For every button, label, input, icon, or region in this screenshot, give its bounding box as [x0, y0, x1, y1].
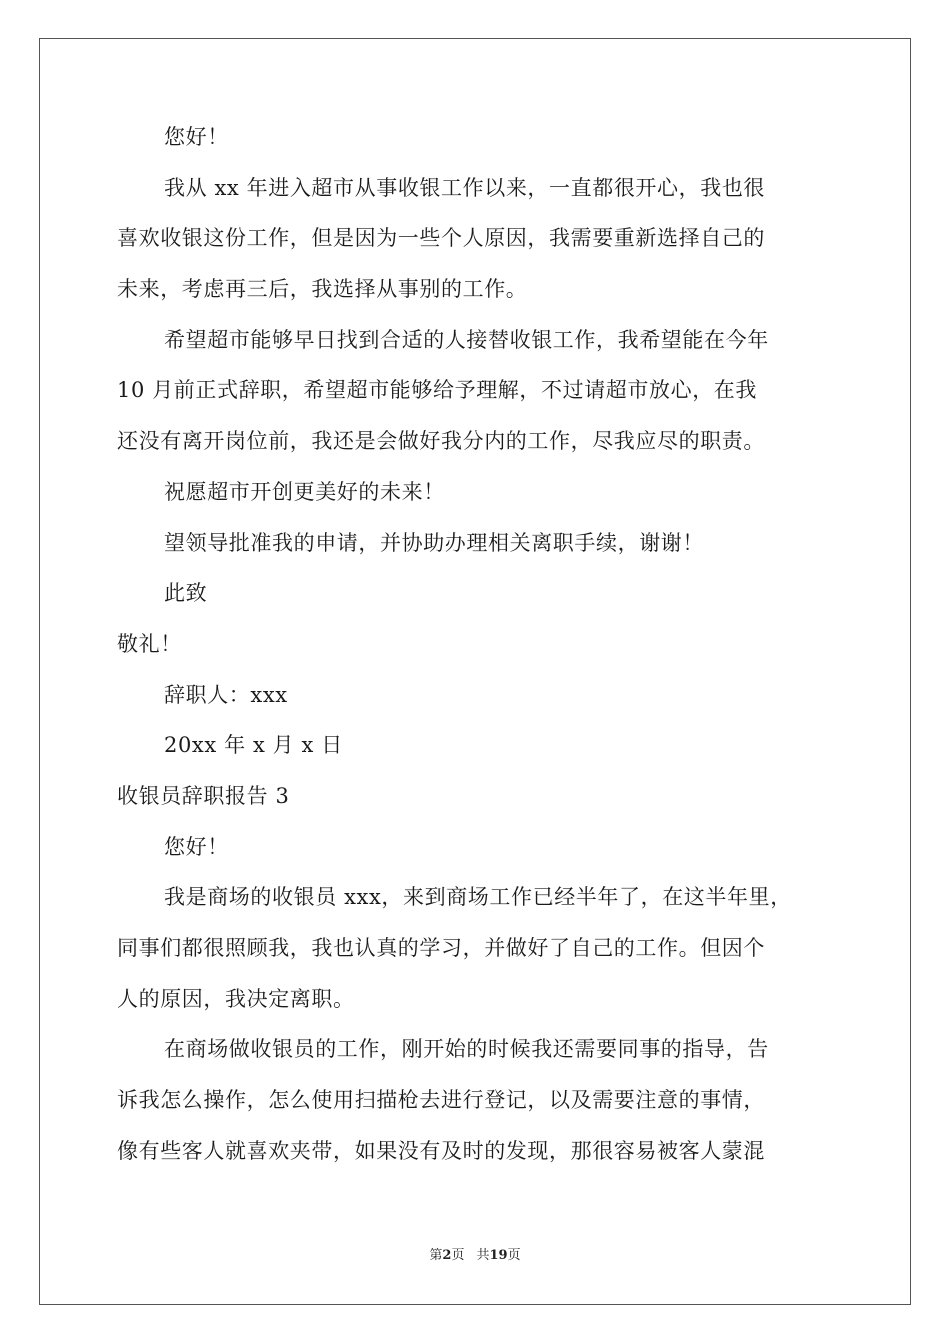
closing-respect: 敬礼！	[117, 631, 182, 656]
page-prefix: 第	[429, 1248, 443, 1263]
paragraph-line: 我从 xx 年进入超市从事收银工作以来，一直都很开心，我也很	[164, 175, 766, 200]
paragraph-line: 未来，考虑再三后，我选择从事别的工作。	[117, 277, 528, 302]
paragraph-line: 喜欢收银这份工作，但是因为一些个人原因，我需要重新选择自己的	[117, 226, 765, 251]
signature-name: 辞职人：xxx	[164, 682, 288, 707]
section-title: 收银员辞职报告 3	[117, 783, 290, 808]
paragraph-line: 像有些客人就喜欢夹带，如果没有及时的发现，那很容易被客人蒙混	[117, 1138, 765, 1163]
page-current: 2	[442, 1248, 452, 1263]
signature-date: 20xx 年 x 月 x 日	[164, 733, 343, 758]
paragraph-line: 祝愿超市开创更美好的未来！	[164, 479, 445, 504]
paragraph-line: 诉我怎么操作，怎么使用扫描枪去进行登记，以及需要注意的事情，	[117, 1088, 765, 1113]
page-footer	[0, 1247, 950, 1265]
paragraph-line: 我是商场的收银员 xxx，来到商场工作已经半年了，在这半年里，	[164, 885, 792, 910]
greeting: 您好！	[164, 125, 229, 149]
paragraph-line: 在商场做收银员的工作，刚开始的时候我还需要同事的指导，告	[164, 1037, 769, 1062]
paragraph-line: 同事们都很照顾我，我也认真的学习，并做好了自己的工作。但因个	[117, 936, 765, 960]
paragraph-line: 人的原因，我决定离职。	[117, 986, 355, 1011]
greeting: 您好！	[164, 834, 229, 859]
paragraph-line: 还没有离开岗位前，我还是会做好我分内的工作，尽我应尽的职责。	[117, 429, 765, 454]
total-prefix: 共	[476, 1248, 490, 1263]
closing-salutation: 此致	[164, 581, 208, 606]
paragraph-line: 10 月前正式辞职，希望超市能够给予理解，不过请超市放心，在我	[117, 378, 757, 403]
document-body	[117, 124, 837, 1188]
page-suffix: 页	[451, 1248, 465, 1263]
page-total: 19	[489, 1248, 508, 1263]
paragraph-line: 希望超市能够早日找到合适的人接替收银工作，我希望能在今年	[164, 327, 769, 352]
total-suffix: 页	[507, 1248, 521, 1263]
paragraph-line: 望领导批准我的申请，并协助办理相关离职手续，谢谢！	[164, 530, 704, 555]
